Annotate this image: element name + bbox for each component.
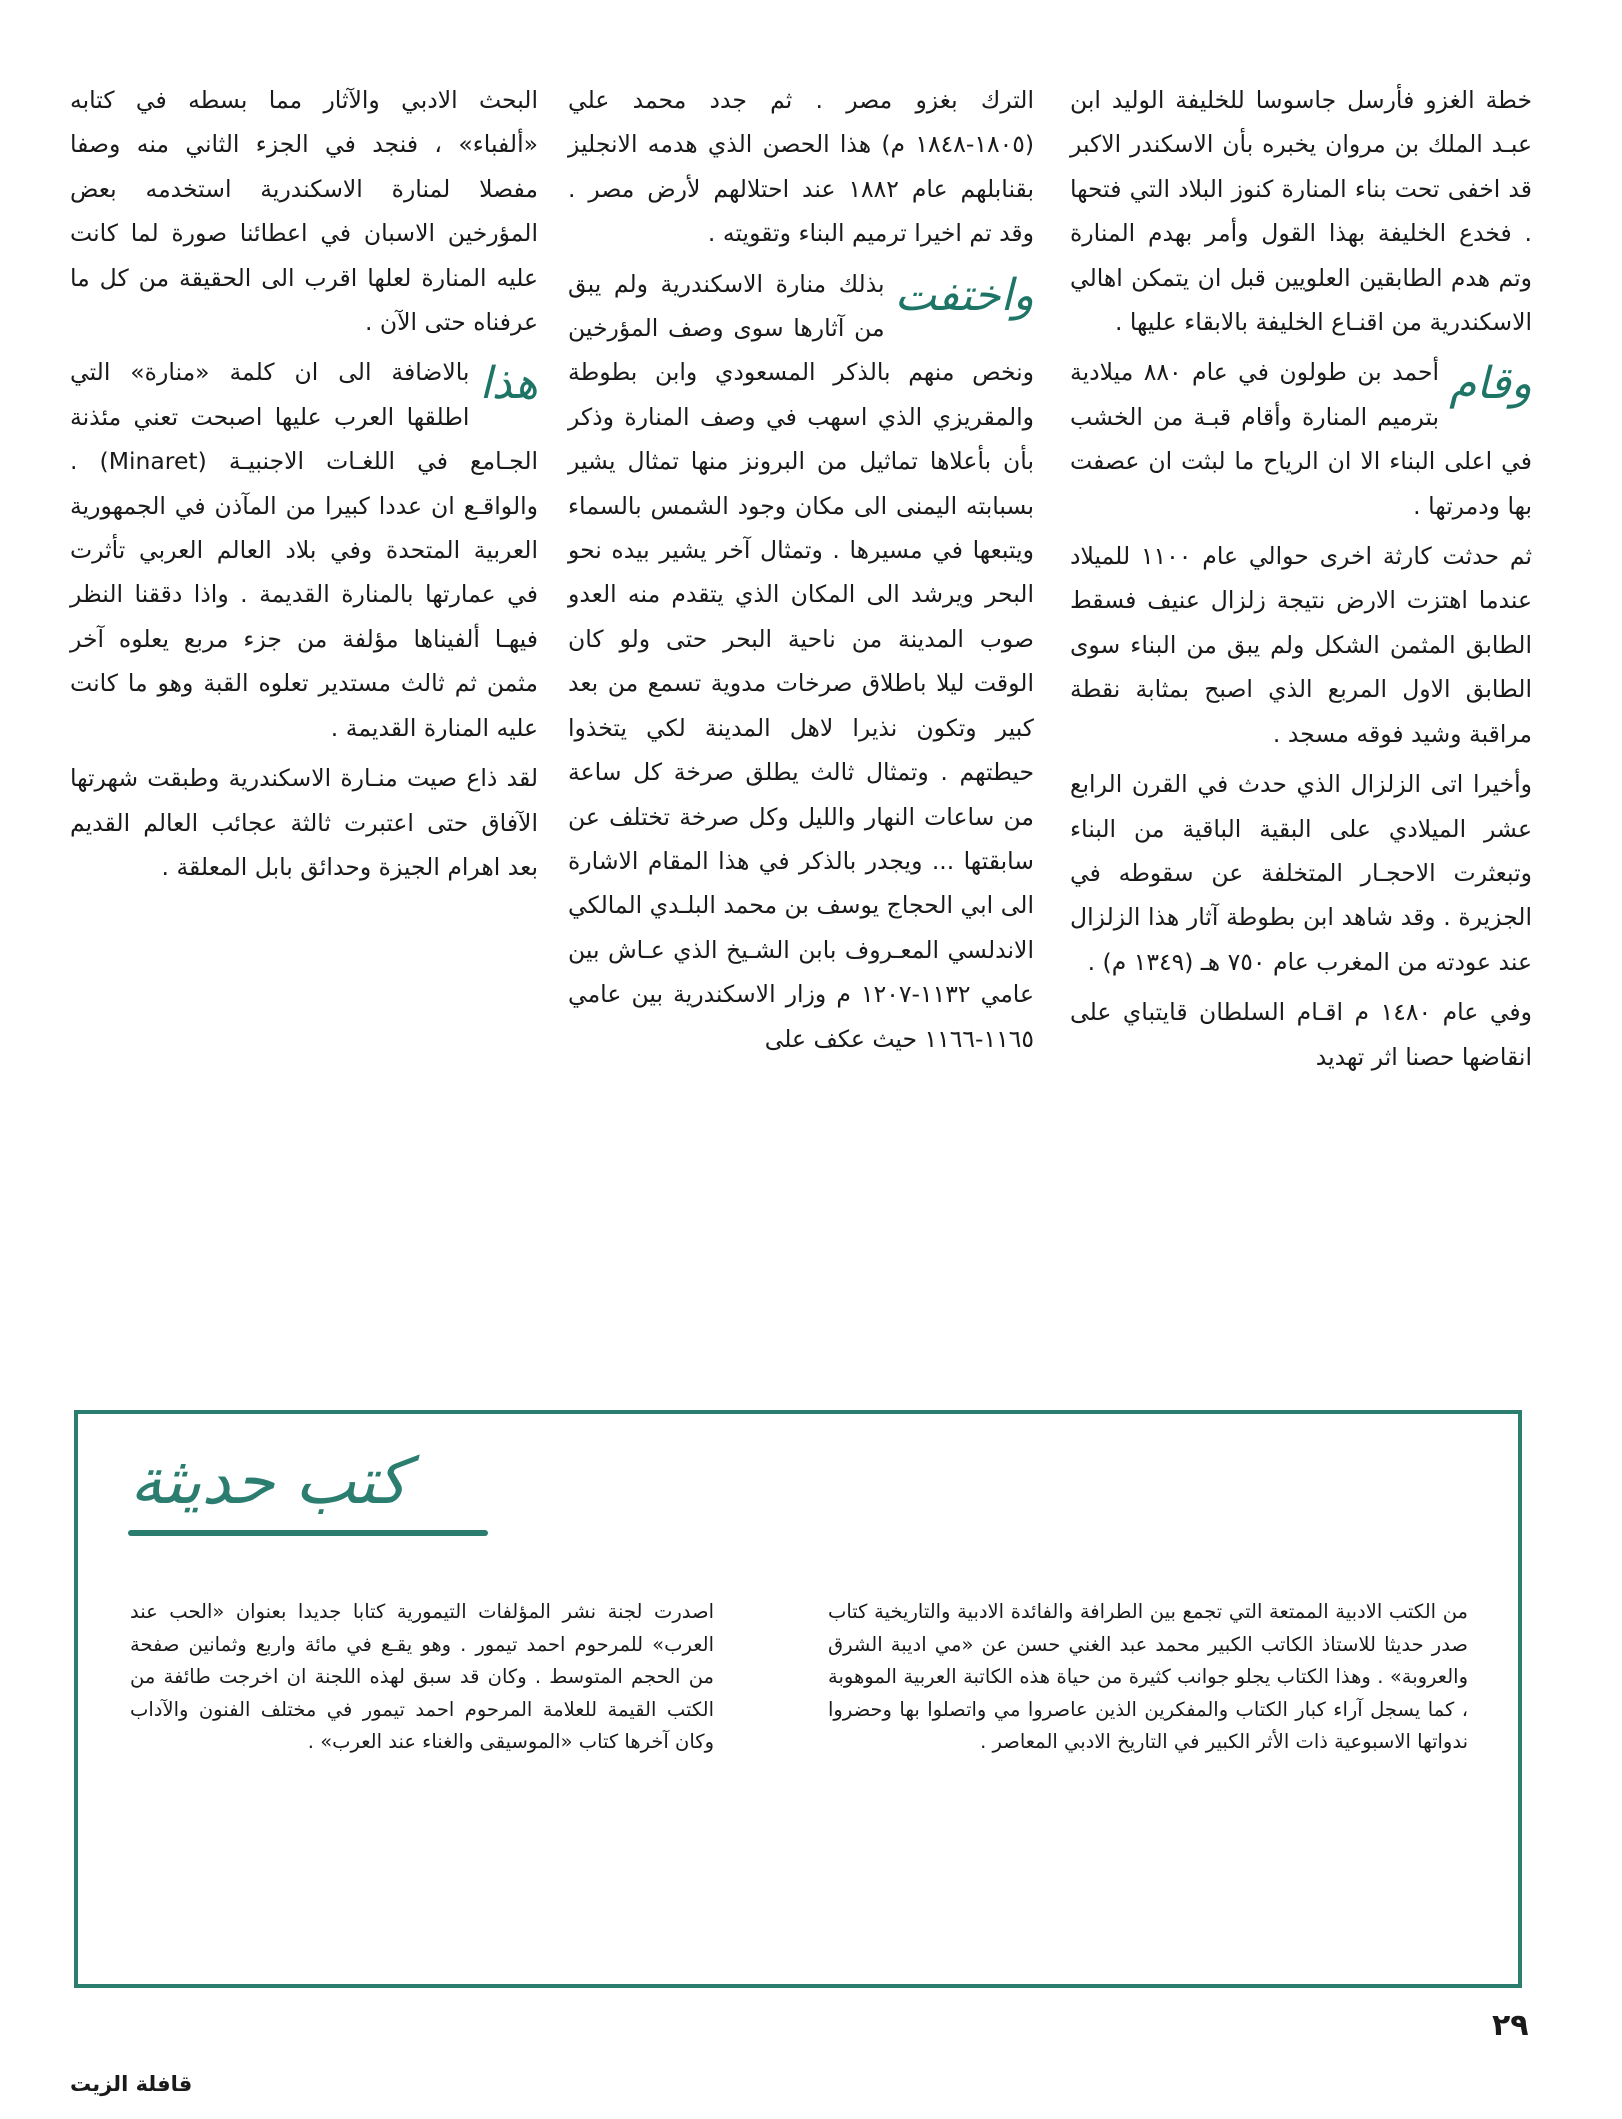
paragraph-text: بالاضافة الى ان كلمة «منارة» التي اطلقها العرب عليها اصبحت تعني مئذنة الجـامع في اللغـات الاجنبيـة (Minaret) . والواقـع ان عددا كبيرا من المآذن في الجمهورية العربية المتحدة وفي بلاد العالم العربي تأثرت في عمارتها بالمنارة القديمة . واذا دققنا النظر فيهـا ألفيناها مؤلفة من جزء مربع يعلوه آخر مثمن ثم ثالث مستدير تعلوه القبة وهو ما كانت عليه المنارة القديمة . <box>70 358 539 742</box>
paragraph-with-drop-word <box>1070 350 1532 528</box>
title-flourish <box>128 1530 488 1536</box>
paragraph-with-drop-word <box>70 350 538 750</box>
drop-word: وقام <box>1449 358 1532 410</box>
book-review-left <box>130 1596 714 1759</box>
paragraph: لقد ذاع صيت منـارة الاسكندرية وطبقت شهرتها الآفاق حتى اعتبرت ثالثة عجائب العالم القديم بعد اهرام الجيزة وحدائق بابل المعلقة . <box>70 764 538 881</box>
new-books-title: كتب حديثة <box>130 1445 408 1519</box>
article-column-middle <box>568 78 1034 1061</box>
book-review-text: اصدرت لجنة نشر المؤلفات التيمورية كتابا جديدا بعنوان «الحب عند العرب» للمرحوم احمد تيمور . وهو يقـع في مائة واربع وثمانين صفحة من الحجم المتوسط . وكان قد سبق لهذه اللجنة ان اخرجت طائفة من الكتب القيمة للعلامة المرحوم احمد تيمور في مختلف الفنون والآداب وكان آخرها كتاب «الموسيقى والغناء عند العرب» . <box>130 1600 714 1754</box>
drop-word: هذا <box>479 358 538 410</box>
paragraph: الترك بغزو مصر . ثم جدد محمد علي (١٨٠٥-١٨٤٨ م) هذا الحصن الذي هدمه الانجليز بقنابلهم عام ١٨٨٢ عند احتلالهم لأرض مصر . وقد تم اخيرا ترميم البناء وتقويته . <box>568 86 1034 248</box>
book-review-right <box>828 1596 1468 1759</box>
paragraph: البحث الادبي والآثار مما بسطه في كتابه «ألفباء» ، فنجد في الجزء الثاني منه وصفا مفصلا لمنارة الاسكندرية استخدمه بعض المؤرخين الاسبان في اعطائنا صورة لما كانت عليه المنارة لعلها اقرب الى الحقيقة من كل ما عرفناه حتى الآن . <box>70 86 538 337</box>
article-column-right <box>1070 78 1532 1079</box>
paragraph-with-drop-word <box>568 262 1034 1061</box>
page-number: ٢٩ <box>1492 2008 1529 2043</box>
magazine-name: قافلة الزيت <box>70 2072 193 2096</box>
paragraph: خطة الغزو فأرسل جاسوسا للخليفة الوليد ابن عبـد الملك بن مروان يخبره بأن الاسكندر الاكبر قد اخفى تحت بناء المنارة كنوز البلاد التي فتحها . فخدع الخليفة بهذا القول وأمر بهدم المنارة وتم هدم الطابقين العلويين قبل ان يتمكن اهالي الاسكندرية من اقنـاع الخليفة بالابقاء عليها . <box>1070 86 1532 337</box>
paragraph-text: أحمد بن طولون في عام ٨٨٠ ميلادية بترميم المنارة وأقام قبـة من الخشب في اعلى البناء الا ان الرياح ما لبثت ان عصفت بها ودمرتها . <box>1070 358 1532 520</box>
book-review-text: من الكتب الادبية الممتعة التي تجمع بين الطرافة والفائدة الادبية والتاريخية كتاب صدر حديثا للاستاذ الكاتب الكبير محمد عبد الغني حسن عن «مي اديبة الشرق والعروبة» . وهذا الكتاب يجلو جوانب كثيرة من حياة هذه الكاتبة العربية الموهوبة ، كما يسجل آراء كبار الكتاب والمفكرين الذين عاصروا مي واتصلوا بها وحضروا ندواتها الاسبوعية ذات الأثر الكبير في التاريخ الادبي المعاصر . <box>828 1600 1468 1754</box>
paragraph: ثم حدثت كارثة اخرى حوالي عام ١١٠٠ للميلاد عندما اهتزت الارض نتيجة زلزال عنيف فسقط الطابق المثمن الشكل ولم يبق من البناء سوى الطابق الاول المربع الذي اصبح بمثابة نقطة مراقبة وشيد فوقه مسجد . <box>1070 542 1532 748</box>
paragraph: وفي عام ١٤٨٠ م اقـام السلطان قايتباي على انقاضها حصنا اثر تهديد <box>1070 998 1532 1071</box>
paragraph: وأخيرا اتى الزلزال الذي حدث في القرن الرابع عشر الميلادي على البقية الباقية من البناء وتبعثرت الاحجـار المتخلفة عن سقوطه في الجزيرة . وقد شاهد ابن بطوطة آثار هذا الزلزال عند عودته من المغرب عام ٧٥٠ هـ (١٣٤٩ م) . <box>1070 770 1532 976</box>
paragraph-text: بذلك منارة الاسكندرية ولم يبق من آثارها سوى وصف المؤرخين ونخص منهم بالذكر المسعودي وابن بطوطة والمقريزي الذي اسهب في وصف المنارة وذكر بأن بأعلاها تماثيل من البرونز منها تمثال يشير بسبابته اليمنى الى مكان وجود الشمس بالسماء ويتبعها في مسيرها . وتمثال آخر يشير بيده نحو البحر ويرشد الى المكان الذي يتقدم منه العدو صوب المدينة من ناحية البحر حتى ولو كان الوقت ليلا باطلاق صرخات مدوية تسمع من بعد كبير وتكون نذيرا لاهل المدينة لكي يتخذوا حيطتهم . وتمثال ثالث يطلق صرخة كل ساعة من ساعات النهار والليل وكل صرخة تختلف عن سابقتها ... ويجدر بالذكر في هذا المقام الاشارة الى ابي الحجاج يوسف بن محمد البلـدي المالكي الاندلسي المعـروف بابن الشـيخ الذي عـاش بين عامي ١١٣٢-١٢٠٧ م وزار الاسكندرية بين عامي ١١٦٥-١١٦٦ حيث عكف على <box>568 269 1034 1053</box>
drop-word: واختفت <box>894 269 1034 321</box>
article-column-left <box>70 78 538 889</box>
